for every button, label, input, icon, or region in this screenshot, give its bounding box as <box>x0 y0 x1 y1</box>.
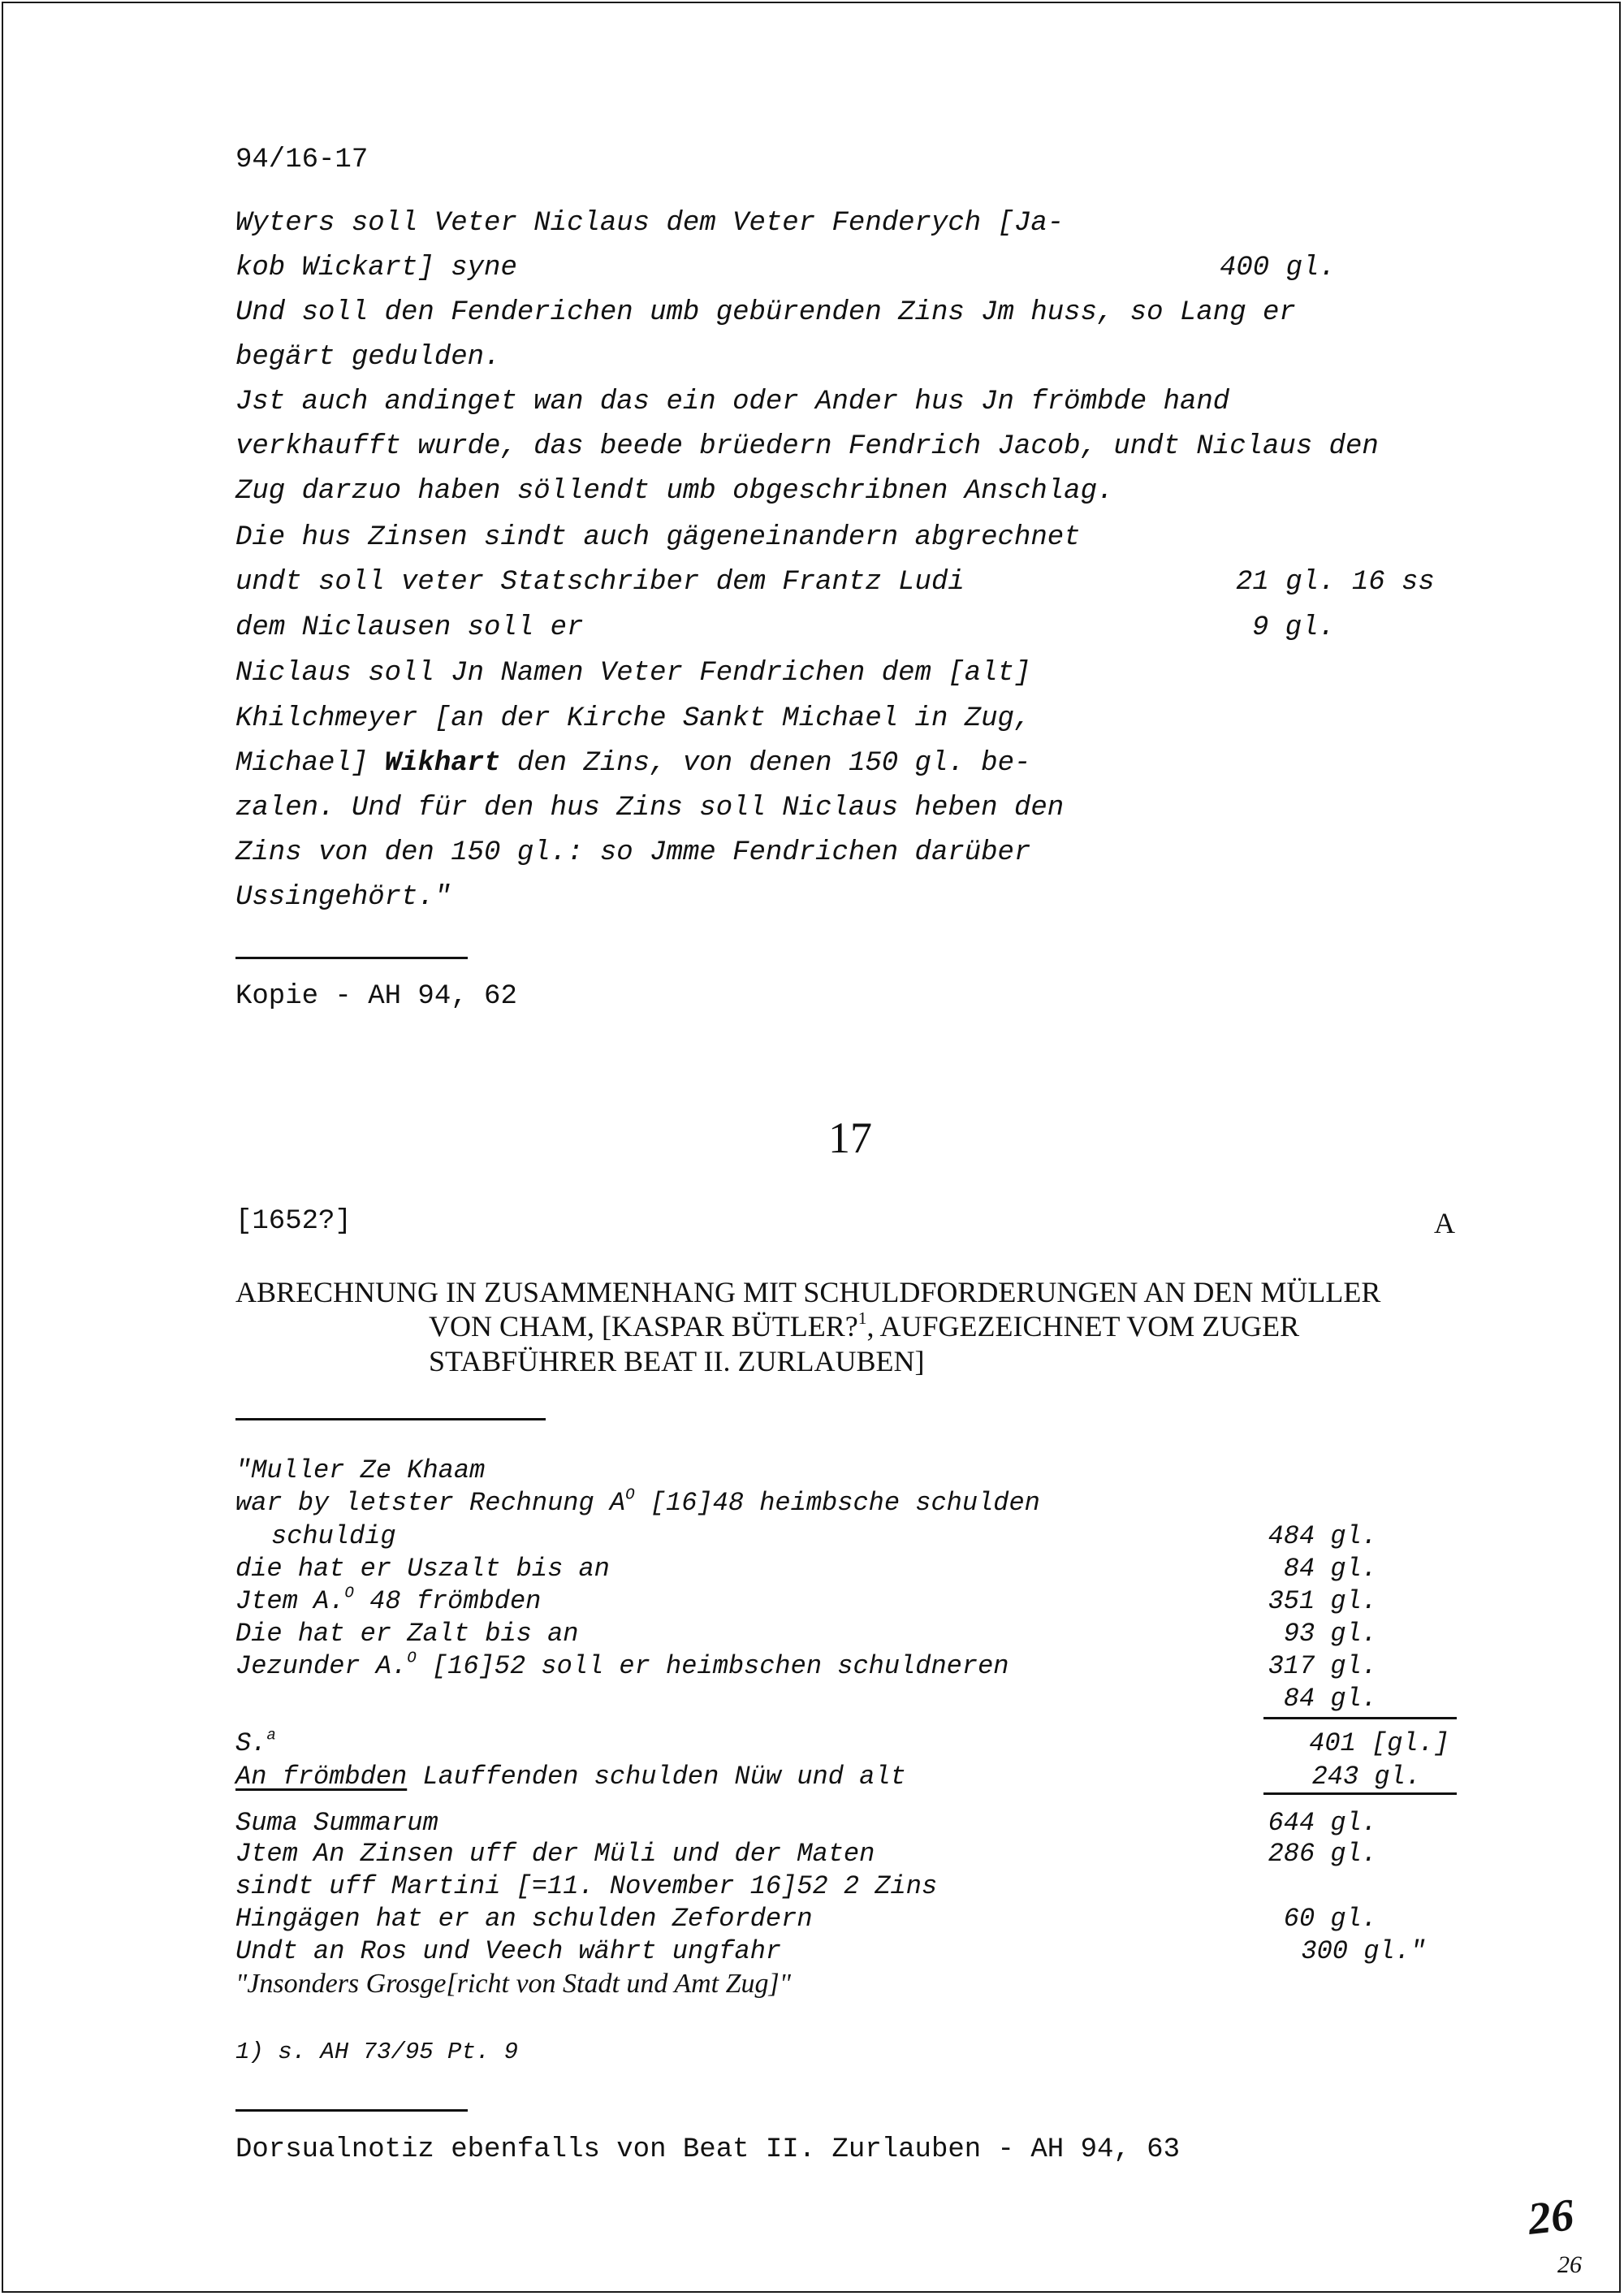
text-line: begärt gedulden. <box>235 342 501 373</box>
text-line: Wyters soll Veter Niclaus dem Veter Fenderych [Ja- <box>235 208 1065 239</box>
amount: 401 [gl.] <box>1309 1728 1449 1758</box>
account-row: sindt uff Martini [=11. November 16]52 2 Zins <box>235 1871 938 1901</box>
account-row: Undt an Ros und Veech währt ungfahr <box>235 1936 782 1966</box>
amount: 484 gl. <box>1268 1521 1377 1551</box>
document-title <box>429 1309 1299 1343</box>
source-note: Dorsualnotiz ebenfalls von Beat II. Zurlauben - AH 94, 63 <box>235 2134 1180 2165</box>
amount: 84 gl. <box>1283 1554 1377 1584</box>
document-date: [1652?] <box>235 1206 352 1237</box>
text-line: undt soll veter Statschriber dem Frantz Ludi <box>235 567 965 598</box>
account-row <box>235 1485 1040 1518</box>
row-segment: [16]52 soll er heimbschen schuldneren <box>416 1651 1009 1681</box>
text-segment: Michael] <box>235 748 385 779</box>
amount: 300 gl." <box>1301 1936 1426 1966</box>
footnote-marker: 1 <box>857 1308 867 1328</box>
sum-rule <box>1263 1792 1457 1795</box>
text-line: Die hus Zinsen sindt auch gägeneinandern abgrechnet <box>235 522 1081 553</box>
amount: 286 gl. <box>1268 1839 1377 1869</box>
text-line: Jst auch andinget wan das ein oder Ander hus Jn frömbde hand <box>235 387 1230 417</box>
text-line: verkhaufft wurde, das beede brüedern Fendrich Jacob, undt Niclaus den <box>235 431 1379 462</box>
document-title: STABFÜHRER BEAT II. ZURLAUBEN] <box>429 1345 925 1377</box>
account-row: Jtem An Zinsen uff der Müli und der Maten <box>235 1839 875 1869</box>
row-segment: S. <box>235 1728 267 1758</box>
superscript-o: O <box>625 1485 635 1504</box>
text-line: Niclaus soll Jn Namen Veter Fendrichen dem [alt] <box>235 658 1031 689</box>
sum-rule <box>1263 1717 1457 1719</box>
account-row: die hat er Uszalt bis an <box>235 1554 610 1584</box>
amount: 644 gl. <box>1268 1808 1377 1838</box>
amount: 9 gl. <box>1252 612 1336 643</box>
title-segment: , AUFGEZEICHNET VOM ZUGER <box>866 1310 1300 1343</box>
text-line: Khilchmeyer [an der Kirche Sankt Michael in Zug, <box>235 703 1031 734</box>
superscript-o: O <box>344 1584 354 1602</box>
text-line: zalen. Und für den hus Zins soll Niclaus heben den <box>235 793 1065 824</box>
amount: 351 gl. <box>1268 1586 1377 1616</box>
text-line: Zug darzuo haben söllendt umb obgeschribnen Anschlag. <box>235 476 1114 507</box>
footnote-marker: a <box>266 1726 276 1745</box>
amount: 21 gl. 16 ss <box>1236 567 1435 598</box>
row-segment: 48 frömbden <box>353 1586 542 1616</box>
superscript-o: O <box>407 1649 417 1667</box>
account-row: Die hat er Zalt bis an <box>235 1619 579 1649</box>
document-reference: 94/16-17 <box>235 145 369 175</box>
handwritten-note: "Jnsonders Grosge[richt von Stadt und Amt Zug]" <box>235 1969 792 1999</box>
text-line: Und soll den Fenderichen umb gebürenden Zins Jm huss, so Lang er <box>235 297 1296 328</box>
amount: 243 gl. <box>1311 1762 1421 1792</box>
footnote: 1) s. AH 73/95 Pt. 9 <box>235 2039 519 2065</box>
account-row: "Muller Ze Khaam <box>235 1455 486 1485</box>
document-title: ABRECHNUNG IN ZUSAMMENHANG MIT SCHULDFORDERUNGEN AN DEN MÜLLER <box>235 1276 1381 1308</box>
account-row: Suma Summarum <box>235 1808 438 1838</box>
bold-name: Wikhart <box>384 748 501 779</box>
separator-rule <box>235 1418 546 1420</box>
account-row <box>235 1586 541 1616</box>
amount: 400 gl. <box>1220 253 1336 283</box>
underlined-segment: An frömbden <box>235 1762 408 1792</box>
amount: 84 gl. <box>1283 1684 1377 1714</box>
text-line: Zins von den 150 gl.: so Jmme Fendrichen darüber <box>235 837 1031 868</box>
row-segment: Jtem A. <box>235 1586 345 1616</box>
text-segment: den Zins, von denen 150 gl. be- <box>500 748 1031 779</box>
page-number-small: 26 <box>1557 2251 1582 2278</box>
handwritten-page-number: 26 <box>1525 2190 1577 2245</box>
text-line <box>235 748 1030 779</box>
account-row <box>235 1762 906 1792</box>
account-row: Hingägen hat er an schulden Zefordern <box>235 1904 813 1934</box>
separator-rule <box>235 2109 468 2112</box>
row-segment: Jezunder A. <box>235 1651 408 1681</box>
text-line: Ussingehört." <box>235 882 451 913</box>
amount: 317 gl. <box>1268 1651 1377 1681</box>
row-segment: Lauffenden schulden Nüw und alt <box>407 1762 906 1792</box>
row-segment: [16]48 heimbsche schulden <box>634 1488 1040 1518</box>
amount: 93 gl. <box>1283 1619 1377 1649</box>
account-row: schuldig <box>271 1521 396 1551</box>
account-row <box>235 1728 276 1758</box>
amount: 60 gl. <box>1283 1904 1377 1934</box>
source-note: Kopie - AH 94, 62 <box>235 981 517 1012</box>
row-segment: war by letster Rechnung A <box>235 1488 626 1518</box>
separator-rule <box>235 957 468 959</box>
account-row <box>235 1651 1009 1681</box>
title-segment: VON CHAM, [KASPAR BÜTLER? <box>429 1310 858 1343</box>
document-number: 17 <box>828 1113 872 1162</box>
text-line: dem Niclausen soll er <box>235 612 584 643</box>
document-type-letter: A <box>1434 1207 1455 1239</box>
text-line: kob Wickart] syne <box>235 253 517 283</box>
